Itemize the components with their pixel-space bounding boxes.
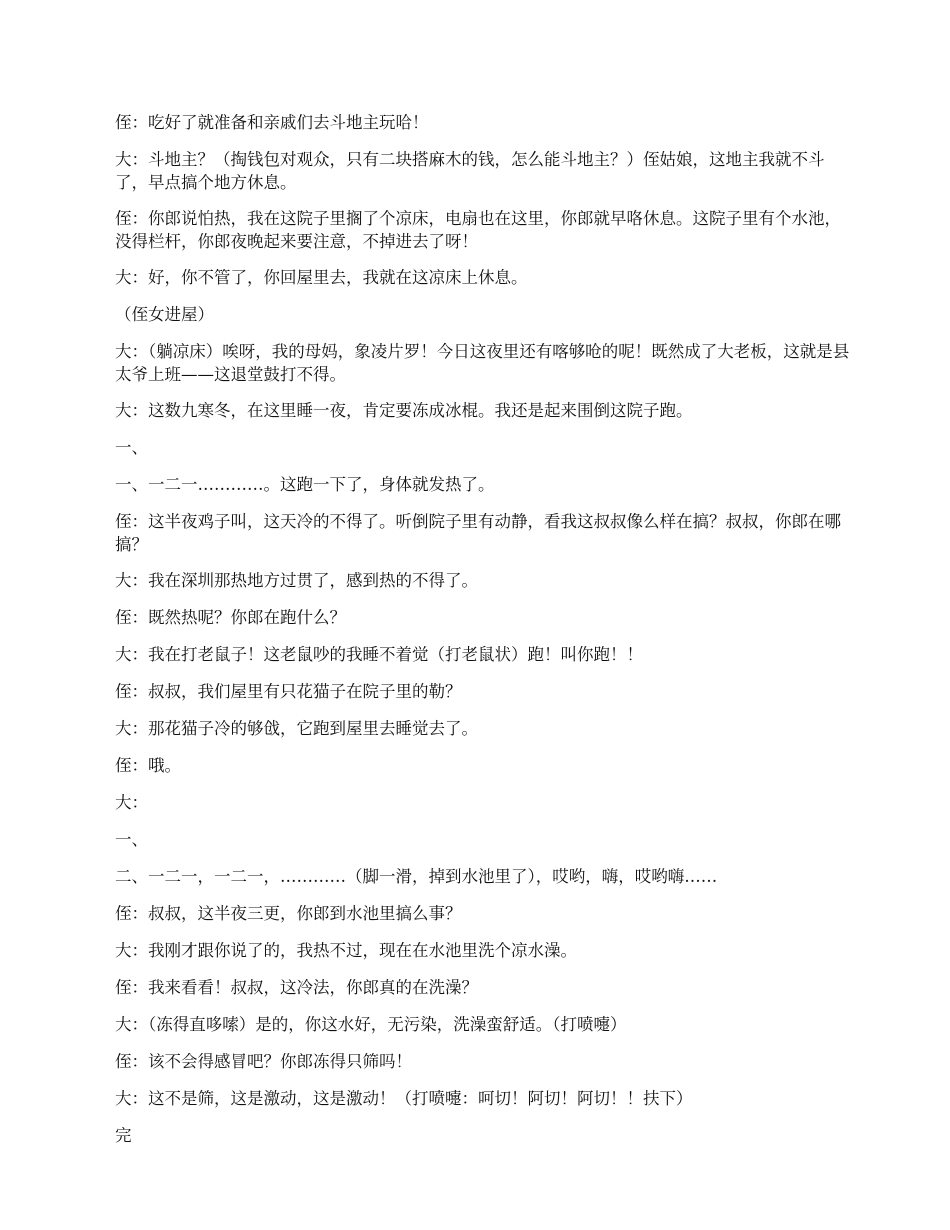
paragraph: 大：（躺凉床）唉呀，我的母妈，象凌片罗！今日这夜里还有喀够呛的呢！既然成了大老板，这就是县太爷上班——这退堂鼓打不得。 — [115, 342, 850, 384]
paragraph: 大：我在深圳那热地方过贯了，感到热的不得了。 — [115, 571, 478, 590]
paragraph: 侄：这半夜鸡子叫，这天冷的不得了。听倒院子里有动静，看我这叔叔像么样在搞？叔叔，你郎在哪搞？ — [115, 512, 841, 554]
paragraph: 侄：吃好了就准备和亲戚们去斗地主玩哈！ — [115, 113, 429, 132]
paragraph: 大：我刚才跟你说了的，我热不过，现在在水池里洗个凉水澡。 — [115, 941, 577, 960]
paragraph: 大：好，你不管了，你回屋里去，我就在这凉床上休息。 — [115, 268, 528, 287]
paragraph: 大：斗地主？（掏钱包对观众，只有二块搭麻木的钱，怎么能斗地主？）侄姑娘，这地主我就不斗了，早点搞个地方休息。 — [115, 150, 825, 192]
paragraph: 侄：哦。 — [115, 756, 181, 775]
paragraph: 大：这数九寒冬，在这里睡一夜，肯定要冻成冰棍。我还是起来围倒这院子跑。 — [115, 401, 693, 420]
paragraph: 大：这不是筛，这是激动，这是激动！（打喷嚏：呵切！阿切！阿切！！扶下） — [115, 1089, 693, 1108]
paragraph: 二、一二一，一二一，…………（脚一滑，掉到水池里了），哎哟，嗨，哎哟嗨…… — [115, 867, 718, 886]
paragraph: 侄：该不会得感冒吧？你郎冻得只筛吗！ — [115, 1052, 412, 1071]
paragraph: 大：（冻得直哆嗦）是的，你这水好，无污染，洗澡蛮舒适。（打喷嚏） — [115, 1015, 627, 1034]
paragraph: 大：那花猫子冷的够戗，它跑到屋里去睡觉去了。 — [115, 719, 478, 738]
paragraph: 侄：既然热呢？你郎在跑什么？ — [115, 608, 346, 627]
paragraph: 侄：我来看看！叔叔，这冷法，你郎真的在洗澡？ — [115, 978, 478, 997]
paragraph: 侄：你郎说怕热，我在这院子里搁了个凉床，电扇也在这里，你郎就早咯休息。这院子里有个水池，没得栏杆，你郎夜晚起来要注意，不掉进去了呀！ — [115, 209, 841, 251]
paragraph: 侄：叔叔，我们屋里有只花猫子在院子里的勒？ — [115, 682, 462, 701]
paragraph: 一、 — [115, 830, 148, 849]
paragraph: 一、一二一…………。这跑一下了，身体就发热了。 — [115, 475, 495, 494]
paragraph: （侄女进屋） — [115, 305, 214, 324]
paragraph: 一、 — [115, 438, 148, 457]
paragraph: 大： — [115, 793, 148, 812]
paragraph: 完 — [115, 1126, 132, 1145]
paragraph: 大：我在打老鼠子！这老鼠吵的我睡不着觉（打老鼠状）跑！叫你跑！！ — [115, 645, 643, 664]
paragraph: 侄：叔叔，这半夜三更，你郎到水池里搞么事？ — [115, 904, 462, 923]
